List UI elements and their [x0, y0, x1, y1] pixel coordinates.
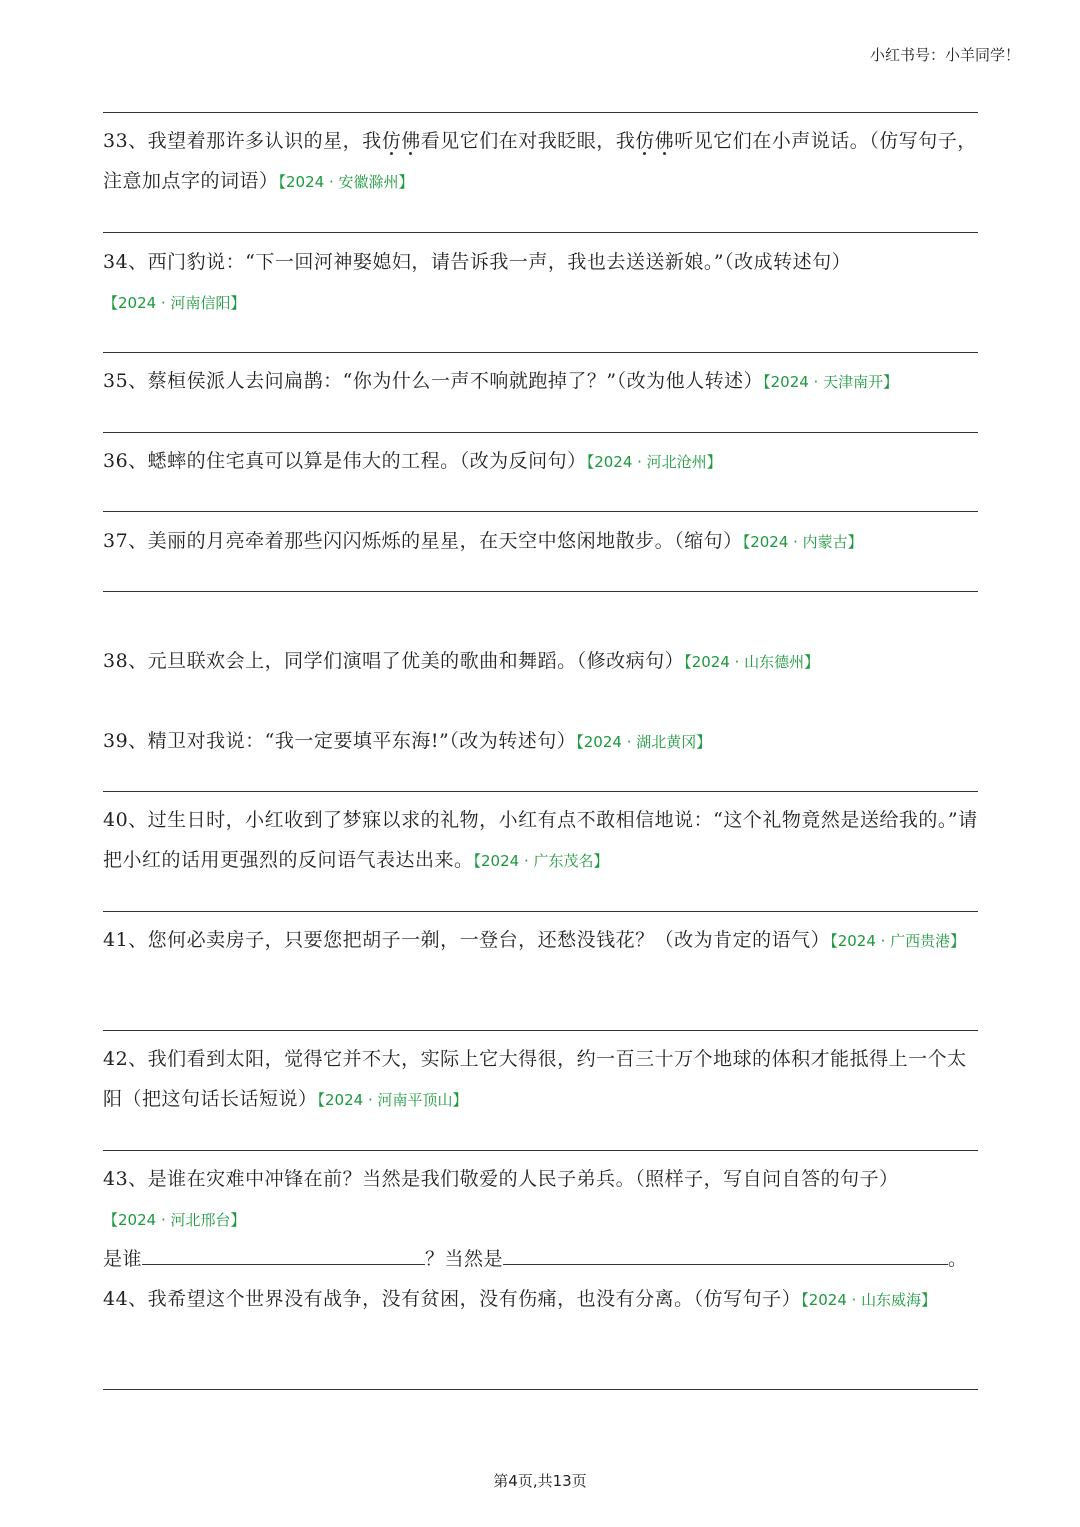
question-33-text-b: 看见它们在对我眨眼，我	[420, 130, 636, 152]
emphasis-char: 仿	[635, 130, 655, 152]
account-header: 小红书号：小羊同学！	[869, 46, 1020, 64]
source-tag: 【2024 · 山东威海】	[801, 1291, 937, 1309]
question-text: 42、我们看到太阳，觉得它并不大，实际上它大得很，约一百三十万个地球的体积才能抵得上一个太阳（把这句话长话短说）	[103, 1048, 967, 1110]
answer-line	[103, 232, 978, 233]
emphasis-char: 佛	[654, 130, 675, 152]
answer-line	[103, 791, 978, 792]
question-text: 37、美丽的月亮牵着那些闪闪烁烁的星星，在天空中悠闲地散步。（缩句）	[103, 530, 743, 552]
question-38	[103, 641, 983, 682]
source-tag: 【2024 · 湖北黄冈】	[576, 733, 712, 751]
question-43	[103, 1159, 983, 1240]
question-text: 34、西门豹说：“下一回河神娶媳妇，请告诉我一声，我也去送送新娘。”（改成转述句）	[103, 251, 852, 273]
source-tag: 【2024 · 天津南开】	[763, 373, 899, 391]
question-text: 35、蔡桓侯派人去问扁鹊：“你为什么一声不响就跑掉了？”（改为他人转述）	[103, 370, 764, 392]
question-41	[103, 920, 983, 961]
answer-line	[103, 1389, 978, 1390]
source-tag: 【2024 · 河南平顶山】	[317, 1091, 468, 1109]
source-tag: 【2024 · 安徽滁州】	[278, 173, 414, 191]
fill-blank-2[interactable]	[503, 1244, 948, 1265]
question-43-fill	[103, 1239, 983, 1279]
question-33	[103, 121, 983, 202]
question-text: 40、过生日时，小红收到了梦寐以求的礼物，小红有点不敢相信地说：“这个礼物竟然是送给我的。”请把小红的话用更强烈的反问语气表达出来。	[103, 809, 978, 871]
fill-end: 。	[948, 1248, 968, 1270]
source-tag: 【2024 · 河北邢台】	[103, 1211, 246, 1229]
answer-line	[103, 1030, 978, 1031]
question-36	[103, 441, 983, 482]
question-text: 39、精卫对我说：“我一定要填平东海!”（改为转述句）	[103, 730, 577, 752]
source-tag: 【2024 · 广东茂名】	[473, 852, 609, 870]
question-44	[103, 1279, 983, 1320]
question-text: 43、是谁在灾难中冲锋在前？当然是我们敬爱的人民子弟兵。（照样子，写自问自答的句子）	[103, 1168, 899, 1190]
question-34	[103, 242, 983, 323]
answer-line	[103, 511, 978, 512]
fill-prefix: 是谁	[103, 1248, 143, 1270]
answer-line	[103, 112, 978, 113]
page-number: 第4页,共13页	[493, 1472, 587, 1490]
question-39	[103, 721, 983, 762]
question-text: 38、元旦联欢会上，同学们演唱了优美的歌曲和舞蹈。（修改病句）	[103, 650, 685, 672]
question-33-text-a: 33、我望着那许多认识的星，我	[103, 130, 382, 152]
emphasis-char: 仿	[381, 130, 402, 152]
source-tag: 【2024 · 河南信阳】	[103, 294, 246, 312]
question-text: 41、您何必卖房子，只要您把胡子一剃，一登台，还愁没钱花？（改为肯定的语气）	[103, 929, 831, 951]
question-text: 44、我希望这个世界没有战争，没有贫困，没有伤痛，也没有分离。（仿写句子）	[103, 1288, 802, 1310]
question-37	[103, 521, 983, 562]
source-tag: 【2024 · 山东德州】	[684, 653, 820, 671]
answer-line	[103, 911, 978, 912]
question-40	[103, 800, 983, 881]
question-35	[103, 361, 983, 402]
question-42	[103, 1039, 983, 1120]
source-tag: 【2024 · 广西贵港】	[830, 932, 966, 950]
emphasis-char: 佛	[401, 130, 421, 152]
source-tag: 【2024 · 内蒙古】	[742, 533, 863, 551]
answer-line	[103, 591, 978, 592]
answer-line	[103, 432, 978, 433]
question-text: 36、蟋蟀的住宅真可以算是伟大的工程。（改为反问句）	[103, 450, 587, 472]
fill-blank-1[interactable]	[142, 1244, 425, 1265]
answer-line	[103, 352, 978, 353]
fill-middle: ？当然是	[425, 1248, 504, 1270]
question-33-text-c: 听见它们在小声说话。（仿写句子，注意加点字的词语）	[103, 130, 977, 192]
source-tag: 【2024 · 河北沧州】	[586, 453, 722, 471]
answer-line	[103, 1150, 978, 1151]
